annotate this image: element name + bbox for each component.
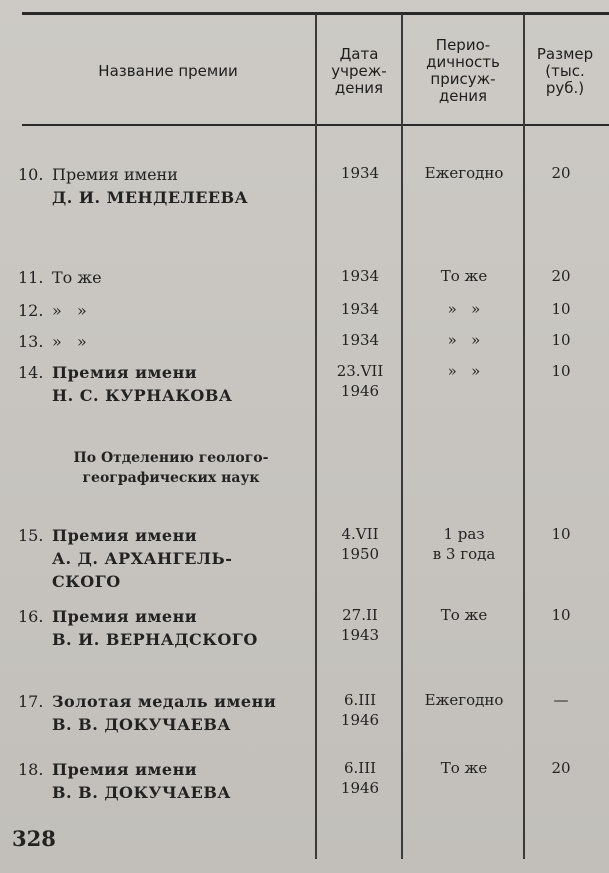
prize-name-cell — [18, 524, 313, 593]
size-cell: 20 — [551, 164, 571, 182]
prize-honoree: Н. С. КУРНАКОВА — [52, 386, 233, 405]
prize-name: Премия имени — [52, 526, 198, 545]
periodicity-cell: Ежегодно — [424, 164, 504, 182]
row-number: 15. — [18, 526, 44, 545]
periodicity-cell: Ежегодно — [424, 691, 504, 709]
prize-name-cell — [18, 361, 313, 407]
prize-name-cell — [18, 299, 313, 322]
section-heading: По Отделению геолого- географических наук — [73, 450, 269, 486]
date-cell: 4.VII 1950 — [340, 525, 380, 563]
date-cell: 1934 — [340, 164, 380, 182]
column-divider-periodicity — [401, 14, 403, 859]
prize-name-cell — [18, 605, 313, 651]
date-cell: 6.III 1946 — [340, 759, 380, 797]
prize-name-cell — [18, 690, 313, 736]
size-cell: 10 — [551, 606, 571, 624]
prize-name: » » — [52, 332, 87, 351]
periodicity-cell: 1 раз в 3 года — [432, 525, 496, 563]
row-number: 18. — [18, 760, 44, 779]
prize-name: Золотая медаль имени — [52, 692, 277, 711]
prize-honoree: В. И. ВЕРНАДСКОГО — [52, 630, 258, 649]
page-number: 328 — [12, 826, 56, 851]
header-date: Дата учреж- дения — [331, 44, 387, 97]
size-cell: 10 — [551, 300, 571, 318]
size-cell: 10 — [551, 525, 571, 543]
prize-name-cell — [18, 163, 313, 209]
prize-name: » » — [52, 301, 87, 320]
date-cell: 1934 — [340, 300, 380, 318]
row-number: 10. — [18, 165, 44, 184]
prize-name-cell — [18, 758, 313, 804]
periodicity-cell: » » — [447, 300, 481, 318]
row-number: 14. — [18, 363, 44, 382]
prize-name-cell — [18, 266, 313, 289]
size-cell: 10 — [551, 331, 571, 349]
row-number: 17. — [18, 692, 44, 711]
date-cell: 23.VII 1946 — [336, 362, 384, 400]
column-divider-size — [523, 14, 525, 859]
header-name: Название премии — [98, 61, 238, 80]
prize-name: Премия имени — [52, 607, 198, 626]
date-cell: 27.II 1943 — [340, 606, 380, 644]
size-cell: — — [553, 691, 569, 709]
size-cell: 20 — [551, 267, 571, 285]
prize-name: Премия имени — [52, 165, 178, 184]
header-periodicity: Перио- дичность присуж- дения — [426, 36, 500, 105]
row-number: 16. — [18, 607, 44, 626]
row-number: 13. — [18, 332, 44, 351]
prize-name-cell — [18, 330, 313, 353]
prize-honoree: Д. И. МЕНДЕЛЕЕВА — [52, 188, 249, 207]
periodicity-cell: » » — [447, 362, 481, 380]
row-number: 12. — [18, 301, 44, 320]
prize-name: Премия имени — [52, 363, 198, 382]
row-number: 11. — [18, 268, 44, 287]
date-cell: 6.III 1946 — [340, 691, 380, 729]
periodicity-cell: То же — [440, 267, 488, 285]
prize-name: То же — [52, 268, 102, 287]
periodicity-cell: То же — [440, 759, 488, 777]
prize-honoree: В. В. ДОКУЧАЕВА — [52, 715, 231, 734]
prize-name: Премия имени — [52, 760, 198, 779]
size-cell: 10 — [551, 362, 571, 380]
periodicity-cell: То же — [440, 606, 488, 624]
date-cell: 1934 — [340, 331, 380, 349]
header-size: Размер (тыс. руб.) — [536, 44, 594, 97]
date-cell: 1934 — [340, 267, 380, 285]
periodicity-cell: » » — [447, 331, 481, 349]
column-divider-date — [315, 14, 317, 859]
prize-honoree: А. Д. АРХАНГЕЛЬ- СКОГО — [52, 549, 233, 591]
prize-honoree: В. В. ДОКУЧАЕВА — [52, 783, 231, 802]
size-cell: 20 — [551, 759, 571, 777]
